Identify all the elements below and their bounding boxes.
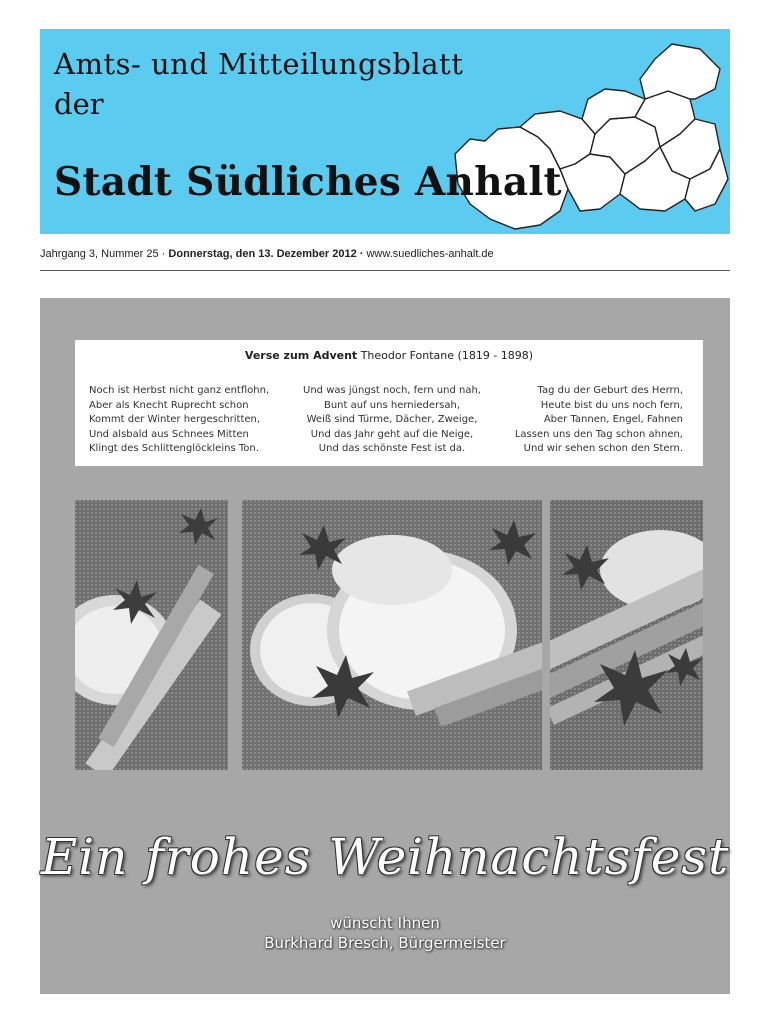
photo-spices-right <box>550 500 703 770</box>
issue-url: www.suedliches-anhalt.de <box>366 248 494 260</box>
poem-line: Und was jüngst noch, fern und nah, <box>303 385 481 396</box>
poem-title: Verse zum Advent <box>244 349 358 362</box>
poem-line: Und das Jahr geht auf die Neige, <box>310 428 474 440</box>
poem-stanza <box>515 384 683 457</box>
poem-line: Klingt des Schlittenglöckleins Ton. <box>89 443 259 454</box>
greeting-line1: wünscht Ihnen <box>330 914 440 932</box>
greeting-headline: Ein frohes Weihnachtsfest <box>40 828 730 886</box>
poem-line: Aber als Knecht Ruprecht schon <box>89 399 249 411</box>
poem-line: Bunt auf uns herniedersah, <box>323 399 461 411</box>
poem-line: Lassen uns den Tag schon ahnen, <box>514 428 683 440</box>
photo-spices-left <box>75 500 228 770</box>
poem-stanza <box>89 384 269 457</box>
header-divider <box>40 270 730 271</box>
photo-spices-center <box>242 500 542 770</box>
masthead-title: Stadt Südliches Anhalt <box>54 159 562 205</box>
poem-line: Weiß sind Türme, Dächer, Zweige, <box>306 414 478 425</box>
poem-stanza <box>287 384 497 457</box>
issue-info <box>40 248 494 260</box>
greeting-signature <box>40 913 730 953</box>
poem-line: Heute bist du uns noch fern, <box>540 399 683 411</box>
issue-date: Donnerstag, den 13. Dezember 2012 · <box>168 248 364 260</box>
poem-heading <box>75 349 703 362</box>
poem-line: Aber Tannen, Engel, Fahnen <box>543 414 683 425</box>
masthead-line2: der <box>54 87 104 121</box>
poem-line: Und wir sehen schon den Stern. <box>523 443 683 454</box>
greeting-line2: Burkhard Bresch, Bürgermeister <box>264 934 506 952</box>
issue-volume: Jahrgang 3, Nummer 25 · <box>40 248 166 260</box>
poem-line: Und das schönste Fest ist da. <box>318 443 466 454</box>
poem-line: Und alsbald aus Schnees Mitten <box>89 428 249 440</box>
masthead-line1: Amts- und Mitteilungsblatt <box>54 47 464 81</box>
masthead <box>40 29 730 234</box>
poem-line: Tag du der Geburt des Herrn, <box>537 385 683 396</box>
poem-line: Noch ist Herbst nicht ganz entflohn, <box>89 385 270 396</box>
poem-line: Kommt der Winter hergeschritten, <box>89 414 261 425</box>
poem-box <box>75 340 703 466</box>
poem-author: Theodor Fontane (1819 - 1898) <box>360 349 534 362</box>
